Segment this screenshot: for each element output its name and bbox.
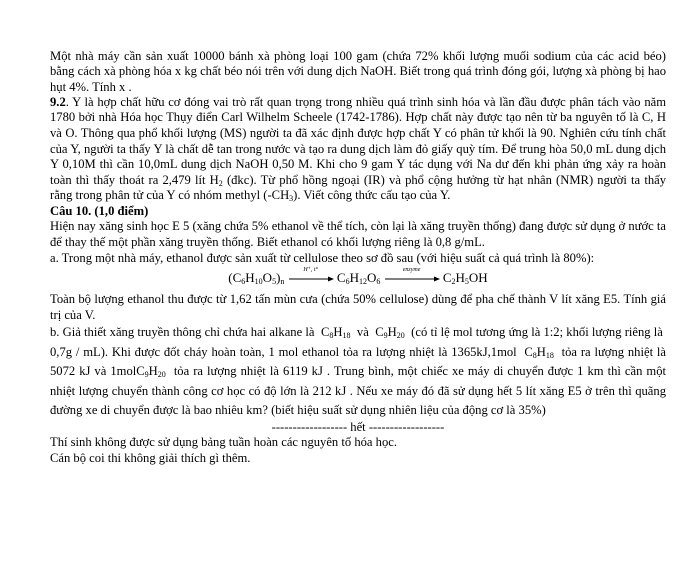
density-value: 0,7g / mL	[50, 344, 101, 359]
question-9-2-label: 9.2	[50, 94, 66, 109]
mol-c9h20: $1molC_9H_{20}$	[110, 364, 166, 380]
ch3-subscript: 3	[289, 194, 294, 204]
question-10-part-a-task: Toàn bộ lượng ethanol thu được từ 1,62 tấn mùn cưa (chứa 50% cellulose) dùng để pha chế thành V lít xăng E5. Tính giá trị của V.	[50, 292, 666, 322]
question-9-2-text: . Y là hợp chất hữu cơ đóng vai trò rất quan trọng trong nhiều quá trình sinh hóa và lần đầu được phân tách vào năm 1780 bởi nhà Hóa học Thụy điển Carl Wilhelm Scheele (1742-1786). Hợp chất này được tạo nên từ ba nguyên tố là C, H và O. Thông qua phổ khối lượng (MS) người ta đã xác định được hợp chất Y có phân tử khối là 90. Nghiên cứu tính chất của Y, người ta thấy Y là chất dễ tan trong nước và tạo ra dung dịch làm đỏ giấy quỳ tím. Để trung hòa 50,0 mL dung dịch Y 0,10M thì cần 10,0mL dung dịch NaOH 0,50 M. Khi cho 9 gam Y tác dụng với Na dư đến khi phản ứng xảy ra hoàn toàn thì thấy thoát ra 2,479 lít H	[50, 94, 666, 187]
part-b-text-8: tỏa ra lượng nhiệt là 6119 kJ . Trung bình, một chiếc xe máy di chuyển được 1 km thì cần một nhiệt lượng chuyển thành công cơ học có độ lớn là 212 kJ . Nếu xe máy đó đã sử dụng hết 5 lít xăng E5 ở trên thì quãng đường xe di chuyển được là bao nhiêu km? (biết hiệu suất sử dụng nhiên liệu của động cơ là 35%)	[50, 364, 667, 417]
eq-product: $C_2H_5OH$	[442, 270, 488, 287]
part-b-and: và	[356, 325, 369, 340]
eq-intermediate: $C_6H_{12}O_6$	[336, 270, 381, 287]
part-b-text-3: lượng riêng là	[591, 325, 663, 340]
part-b-text-4: ). Khi được đốt cháy hoàn toàn, 1 mol ethanol tỏa ra lượng nhiệt là	[100, 344, 448, 359]
question-9-2	[50, 95, 666, 204]
eq-arrow-2	[384, 267, 440, 283]
intro-paragraph: Một nhà máy cần sản xuất 10000 bánh xà phòng loại 100 gam (chứa 72% khối lượng muối sodium của các acid béo) bằng cách xà phòng hóa x kg chất béo nói trên với dung dịch NaOH. Biết trong quá trình đóng gói, lượng xà phòng bị hao hụt 4%. Tính x .	[50, 49, 666, 94]
eq-arrow-1	[288, 267, 334, 283]
alkane-c8h18-b: $C_8H_{18}$	[524, 344, 554, 360]
alkane-c8h18: $C_8H_{18}$	[320, 325, 351, 341]
part-b-text-6: tỏa ra lượng nhiệt là 5072 kJ và	[50, 344, 667, 379]
part-b-text-2: (có tỉ lệ mol tương ứng là 1:2; khối	[411, 325, 589, 340]
part-b-text-5: 1365kJ,1mol	[451, 344, 517, 359]
question-9-2-text-end: (đkc). Từ phổ hồng ngoại (IR) và phổ cộng hưởng từ hạt nhân (NMR) người ta thấy rằng trong phân tử của Y có nhóm methyl (-CH	[50, 172, 667, 203]
question-10-intro: Hiện nay xăng sinh học E 5 (xăng chứa 5% ethanol về thể tích, còn lại là xăng truyền thống) đang được sử dụng ở nước ta để thay thế một phần xăng truyền thống. Biết ethanol có khối lượng riêng là 0,8 g/mL.	[50, 219, 666, 249]
h2-subscript: 2	[218, 178, 223, 188]
footer-line-2: Cán bộ coi thi không giải thích gì thêm.	[50, 450, 251, 465]
alkane-c9h20: $C_9H_{20}$	[375, 325, 405, 341]
reaction-scheme	[50, 268, 666, 288]
question-9-2-text-final: ). Viết công thức cấu tạo của Y.	[293, 188, 451, 203]
eq-reactant: $(C_6H_{10}O_5)_n$	[228, 270, 285, 287]
end-separator: ------------------ hết ------------------	[271, 420, 445, 435]
footer-line-1: Thí sinh không được sử dụng bảng tuần hoàn các nguyên tố hóa học.	[50, 435, 397, 450]
question-10-heading: Câu 10. (1,0 điểm)	[50, 204, 149, 219]
question-10-part-a: a. Trong một nhà máy, ethanol được sản xuất từ cellulose theo sơ đồ sau (với hiệu suất cả quá trình là 80%):	[50, 250, 595, 265]
eq-arrow-2-label: enzyme	[402, 267, 421, 274]
part-b-text-1: b. Giả thiết xăng truyền thông chỉ chứa hai alkane là	[50, 325, 315, 340]
document-page	[50, 49, 666, 467]
eq-arrow-1-label: H⁺, t°	[303, 267, 318, 274]
question-10-part-b	[50, 323, 666, 420]
